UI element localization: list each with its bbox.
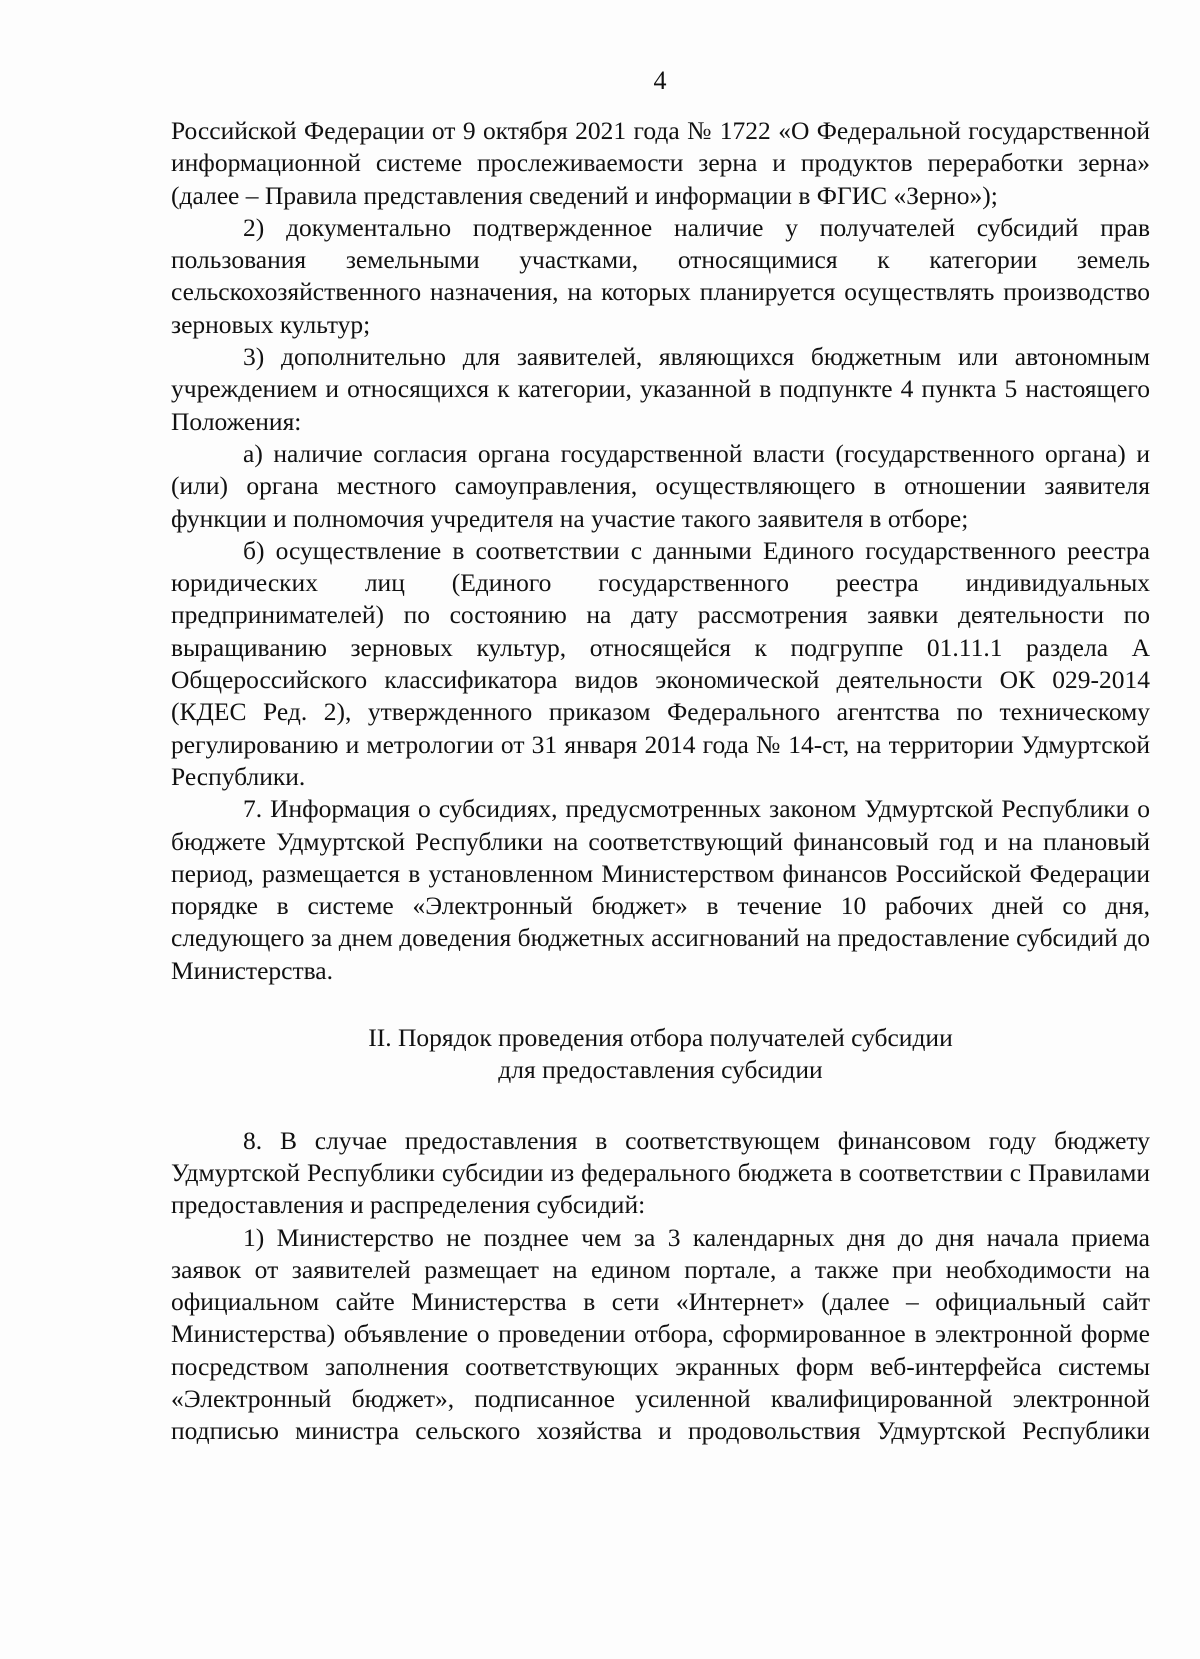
document-body	[171, 115, 1150, 1448]
paragraph-clause-8: 8. В случае предоставления в соответствующем финансовом году бюджету Удмуртской Республики субсидии из федерального бюджета в соответствии с Правилами предоставления и распределения субсидий:	[171, 1125, 1150, 1220]
paragraph-clause-7: 7. Информация о субсидиях, предусмотренных законом Удмуртской Республики о бюджете Удмуртской Республики на соответствующий финансовый год и на плановый период, размещается в установленном Министерством финансов Российской Федерации порядке в системе «Электронный бюджет» в течение 10 рабочих дней со дня, следующего за днем доведения бюджетных ассигнований на предоставление субсидий до Министерства.	[171, 794, 1150, 985]
paragraph-subitem-b: б) осуществление в соответствии с данными Единого государственного реестра юридических лиц (Единого государственного реестра индивидуальных предпринимателей) по состоянию на дату рассмотрения заявки деятельности по выращиванию зерновых культур, относящейся к подгруппе 01.11.1 раздела А Общероссийского классификатора видов экономической деятельности ОК 029-2014 (КДЕС Ред. 2), утвержденного приказом Федерального агентства по техническому регулированию и метрологии от 31 января 2014 года № 14-ст, на территории Удмуртской Республики.	[171, 535, 1150, 791]
paragraph-subitem-a: а) наличие согласия органа государственной власти (государственного органа) и (или) органа местного самоуправления, осуществляющего в отношении заявителя функции и полномочия учредителя на участие такого заявителя в отборе;	[171, 438, 1150, 533]
page-number: 4	[653, 66, 667, 95]
section-heading-line-2: для предоставления субсидии	[498, 1055, 823, 1085]
paragraph-item-3: 3) дополнительно для заявителей, являющихся бюджетным или автономным учреждением и относящихся к категории, указанной в подпункте 4 пункта 5 настоящего Положения:	[171, 342, 1150, 436]
paragraph-continuation: Российской Федерации от 9 октября 2021 года № 1722 «О Федеральной государственной информационной системе прослеживаемости зерна и продуктов переработки зерна» (далее – Правила представления сведений и информации в ФГИС «Зерно»);	[171, 116, 1150, 210]
section-heading	[171, 1022, 1150, 1087]
paragraph-item-2: 2) документально подтвержденное наличие у получателей субсидий прав пользования земельными участками, относящимися к категории земель сельскохозяйственного назначения, на которых планируется осуществлять производство зерновых культур;	[171, 212, 1150, 339]
section-heading-line-1: II. Порядок проведения отбора получателей субсидии	[368, 1023, 953, 1053]
paragraph-clause-8-item-1: 1) Министерство не позднее чем за 3 календарных дня до дня начала приема заявок от заявителей размещает на едином портале, а также при необходимости на официальном сайте Министерства в сети «Интернет» (далее – официальный сайт Министерства) объявление о проведении отбора, сформированное в электронной форме посредством заполнения соответствующих экранных форм веб-интерфейса системы «Электронный бюджет», подписанное усиленной квалифицированной электронной подписью министра сельского хозяйства и продовольствия Удмуртской Республики	[171, 1222, 1150, 1446]
